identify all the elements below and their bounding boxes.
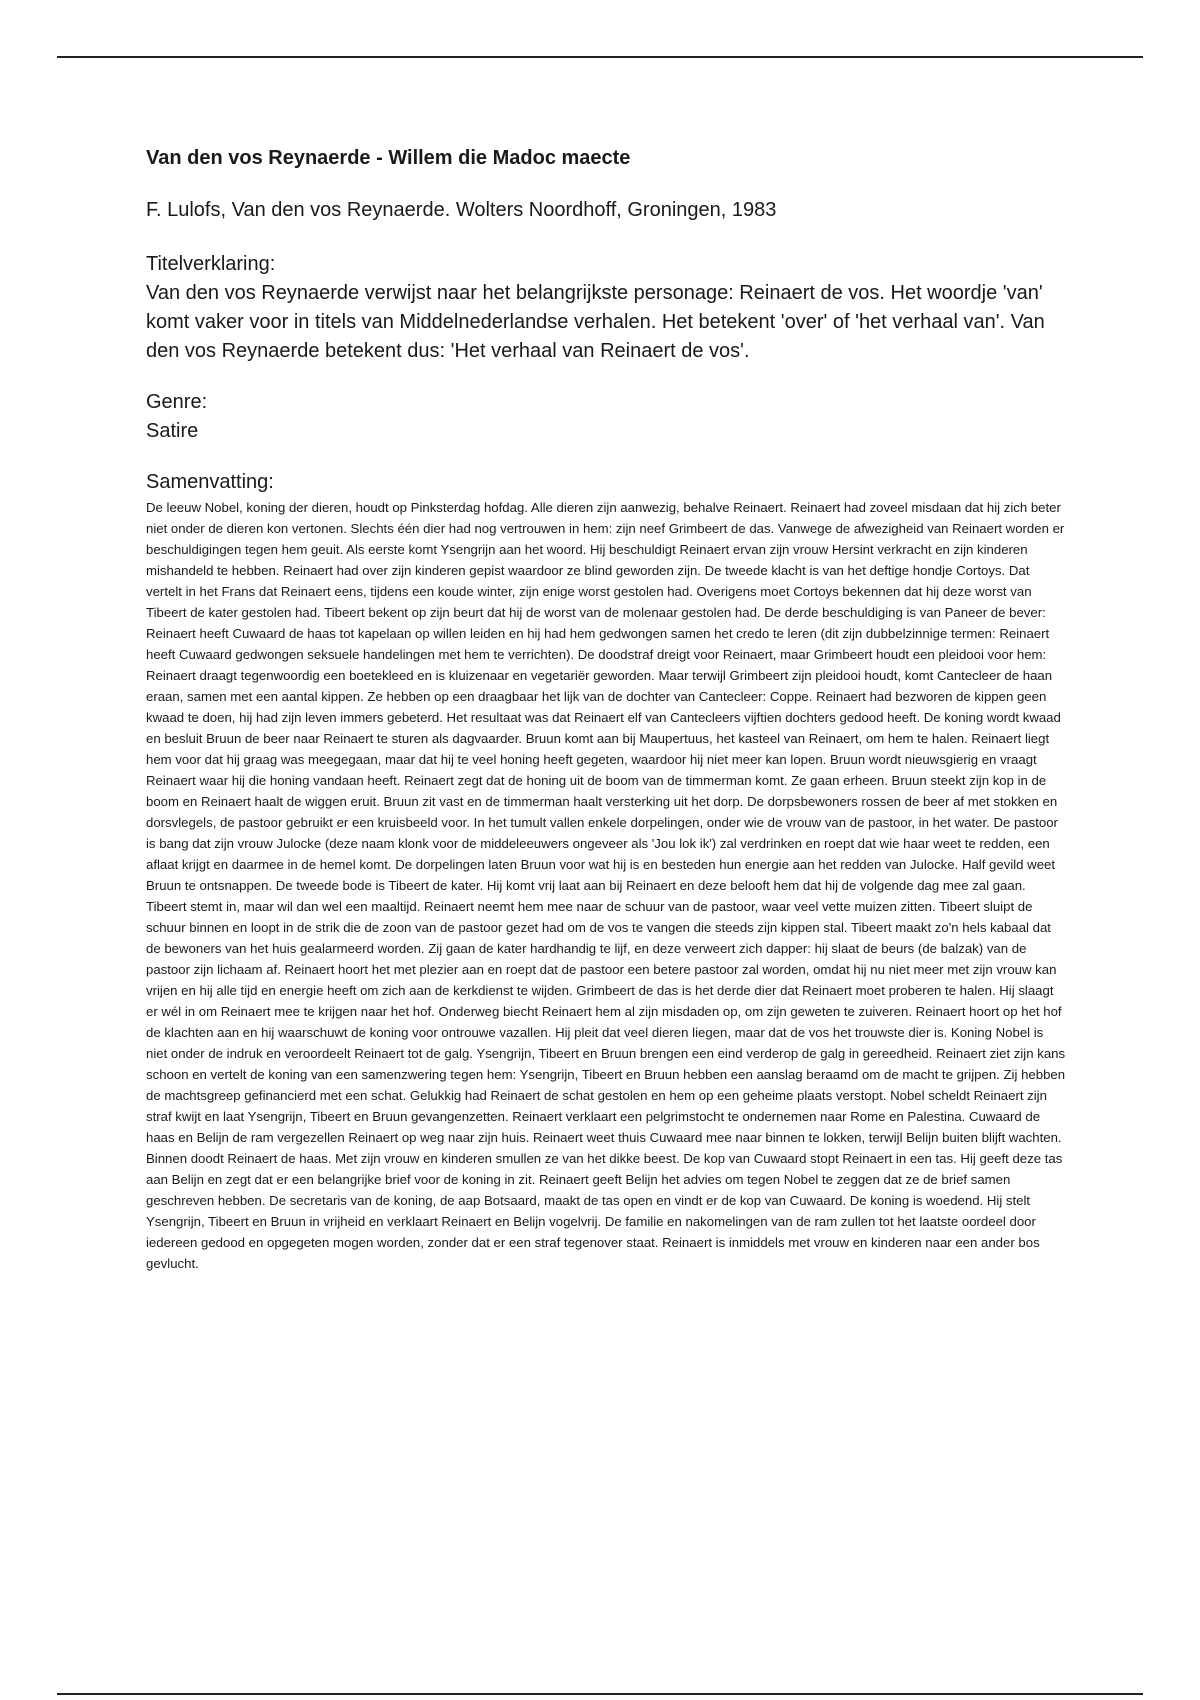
section-label-samenvatting: Samenvatting: <box>146 471 274 493</box>
section-label-genre: Genre: <box>146 391 208 413</box>
section-text-titelverklaring: Van den vos Reynaerde verwijst naar het belangrijkste personage: Reinaert de vos. Het woordje 'van' komt vaker voor in titels van Middelnederlandse verhalen. Het betekent 'over' of 'het verhaal van'. Van den vos Reynaerde betekent dus: 'Het verhaal van Reinaert de vos'. <box>146 282 1045 362</box>
bibliographic-reference: F. Lulofs, Van den vos Reynaerde. Wolters Noordhoff, Groningen, 1983 <box>146 199 777 221</box>
document-title: Van den vos Reynaerde - Willem die Madoc maecte <box>146 147 631 169</box>
section-text-genre: Satire <box>146 420 199 442</box>
section-label-titelverklaring: Titelverklaring: <box>146 253 276 275</box>
bottom-rule <box>57 1693 1143 1695</box>
document-body <box>146 140 1066 1274</box>
section-genre <box>146 388 1066 446</box>
top-rule <box>57 56 1143 58</box>
section-samenvatting <box>146 468 1066 1274</box>
section-titelverklaring <box>146 250 1066 366</box>
section-text-samenvatting: De leeuw Nobel, koning der dieren, houdt op Pinksterdag hofdag. Alle dieren zijn aanwezig, behalve Reinaert. Reinaert had zoveel misdaan dat hij zich beter niet onder de dieren kon vertonen. Slechts één dier had nog vertrouwen in hem: zijn neef Grimbeert de das. Vanwege de afwezigheid van Reinaert worden er beschuldigingen tegen hem geuit. Als eerste komt Ysengrijn aan het woord. Hij beschuldigt Reinaert ervan zijn vrouw Hersint verkracht en zijn kinderen mishandeld te hebben. Reinaert had over zijn kinderen gepist waardoor ze blind geworden zijn. De tweede klacht is van het deftige hondje Cortoys. Dat vertelt in het Frans dat Reinaert eens, tijdens een koude winter, zijn enige worst gestolen had. Overigens moet Cortoys bekennen dat hij deze worst van Tibeert de kater gestolen had. Tibeert bekent op zijn beurt dat hij de worst van de molenaar gestolen had. De derde beschuldiging is van Paneer de bever: Reinaert heeft Cuwaard de haas tot kapelaan op willen leiden en hij had hem gedwongen samen het credo te leren (dit zijn dubbelzinnige termen: Reinaert heeft Cuwaard gedwongen seksuele handelingen met hem te verrichten). De doodstraf dreigt voor Reinaert, maar Grimbeert houdt een pleidooi voor hem: Reinaert draagt tegenwoordig een boetekleed en is kluizenaar en vegetariër geworden. Maar terwijl Grimbeert zijn pleidooi houdt, komt Cantecleer de haan eraan, samen met een aantal kippen. Ze hebben op een draagbaar het lijk van de dochter van Cantecleer: Coppe. Reinaert had bezworen de kippen geen kwaad te doen, hij had zijn leven immers gebeterd. Het resultaat was dat Reinaert elf van Cantecleers vijftien dochters gedood heeft. De koning wordt kwaad en besluit Bruun de beer naar Reinaert te sturen als dagvaarder. Bruun komt aan bij Maupertuus, het kasteel van Reinaert, om hem te halen. Reinaert liegt hem voor dat hij graag was meegegaan, maar dat hij te veel honing heeft gegeten, waardoor hij niet meer kan lopen. Bruun wordt nieuwsgierig en vraagt Reinaert waar hij die honing vandaan heeft. Reinaert zegt dat de honing uit de boom van de timmerman komt. Ze gaan erheen. Bruun steekt zijn kop in de boom en Reinaert haalt de wiggen eruit. Bruun zit vast en de timmerman haalt versterking uit het dorp. De dorpsbewoners rossen de beer af met stokken en dorsvlegels, de pastoor gebruikt er een kruisbeeld voor. In het tumult vallen enkele dorpelingen, onder wie de vrouw van de pastoor, in het water. De pastoor is bang dat zijn vrouw Julocke (deze naam klonk voor de middeleeuwers ongeveer als 'Jou lok ik') zal verdrinken en roept dat wie haar weet te redden, een aflaat krijgt en daarmee in de hemel komt. De dorpelingen laten Bruun voor wat hij is en besteden hun energie aan het redden van Julocke. Half gevild weet Bruun te ontsnappen. De tweede bode is Tibeert de kater. Hij komt vrij laat aan bij Reinaert en deze belooft hem dat hij de volgende dag mee zal gaan. Tibeert stemt in, maar wil dan wel een maaltijd. Reinaert neemt hem mee naar de schuur van de pastoor, waar veel vette muizen zitten. Tibeert sluipt de schuur binnen en loopt in de strik die de zoon van de pastoor gezet had om de vos te vangen die steeds zijn kippen stal. Tibeert maakt zo'n hels kabaal dat de bewoners van het huis gealarmeerd worden. Zij gaan de kater hardhandig te lijf, en deze verweert zich dapper: hij slaat de beurs (de balzak) van de pastoor zijn lichaam af. Reinaert hoort het met plezier aan en roept dat de pastoor een betere pastoor zal worden, omdat hij nu niet meer met zijn vrouw kan vrijen en hij alle tijd en energie heeft om zich aan de kerkdienst te wijden. Grimbeert de das is het derde dier dat Reinaert moet proberen te halen. Hij slaagt er wél in om Reinaert mee te krijgen naar het hof. Onderweg biecht Reinaert hem al zijn misdaden op, om zijn geweten te zuiveren. Reinaert hoort op het hof de klachten aan en hij waarschuwt de koning voor ontrouwe vazallen. Hij pleit dat veel dieren liegen, maar dat de vos het trouwste dier is. Koning Nobel is niet onder de indruk en veroordeelt Reinaert tot de galg. Ysengrijn, Tibeert en Bruun brengen een eind verderop de galg in gereedheid. Reinaert ziet zijn kans schoon en vertelt de koning van een samenzwering tegen hem: Ysengrijn, Tibeert en Bruun hebben een aanslag beraamd om de macht te grijpen. Zij hebben de machtsgreep gefinancierd met een schat. Gelukkig had Reinaert de schat gestolen en hem op een geheime plaats verstopt. Nobel scheldt Reinaert zijn straf kwijt en laat Ysengrijn, Tibeert en Bruun gevangenzetten. Reinaert verklaart een pelgrimstocht te ondernemen naar Rome en Palestina. Cuwaard de haas en Belijn de ram vergezellen Reinaert op weg naar zijn huis. Reinaert weet thuis Cuwaard mee naar binnen te lokken, terwijl Belijn buiten blijft wachten. Binnen doodt Reinaert de haas. Met zijn vrouw en kinderen smullen ze van het dikke beest. De kop van Cuwaard stopt Reinaert in een tas. Hij geeft deze tas aan Belijn en zegt dat er een belangrijke brief voor de koning in zit. Reinaert geeft Belijn het advies om tegen Nobel te zeggen dat ze de brief samen geschreven hebben. De secretaris van de koning, de aap Botsaard, maakt de tas open en vindt er de kop van Cuwaard. De koning is woedend. Hij stelt Ysengrijn, Tibeert en Bruun in vrijheid en verklaart Reinaert en Belijn vogelvrij. De familie en nakomelingen van de ram zullen tot het laatste oordeel door iedereen gedood en opgegeten mogen worden, zonder dat er een straf tegenover staat. Reinaert is inmiddels met vrouw en kinderen naar een ander bos gevlucht. <box>146 500 1066 1271</box>
